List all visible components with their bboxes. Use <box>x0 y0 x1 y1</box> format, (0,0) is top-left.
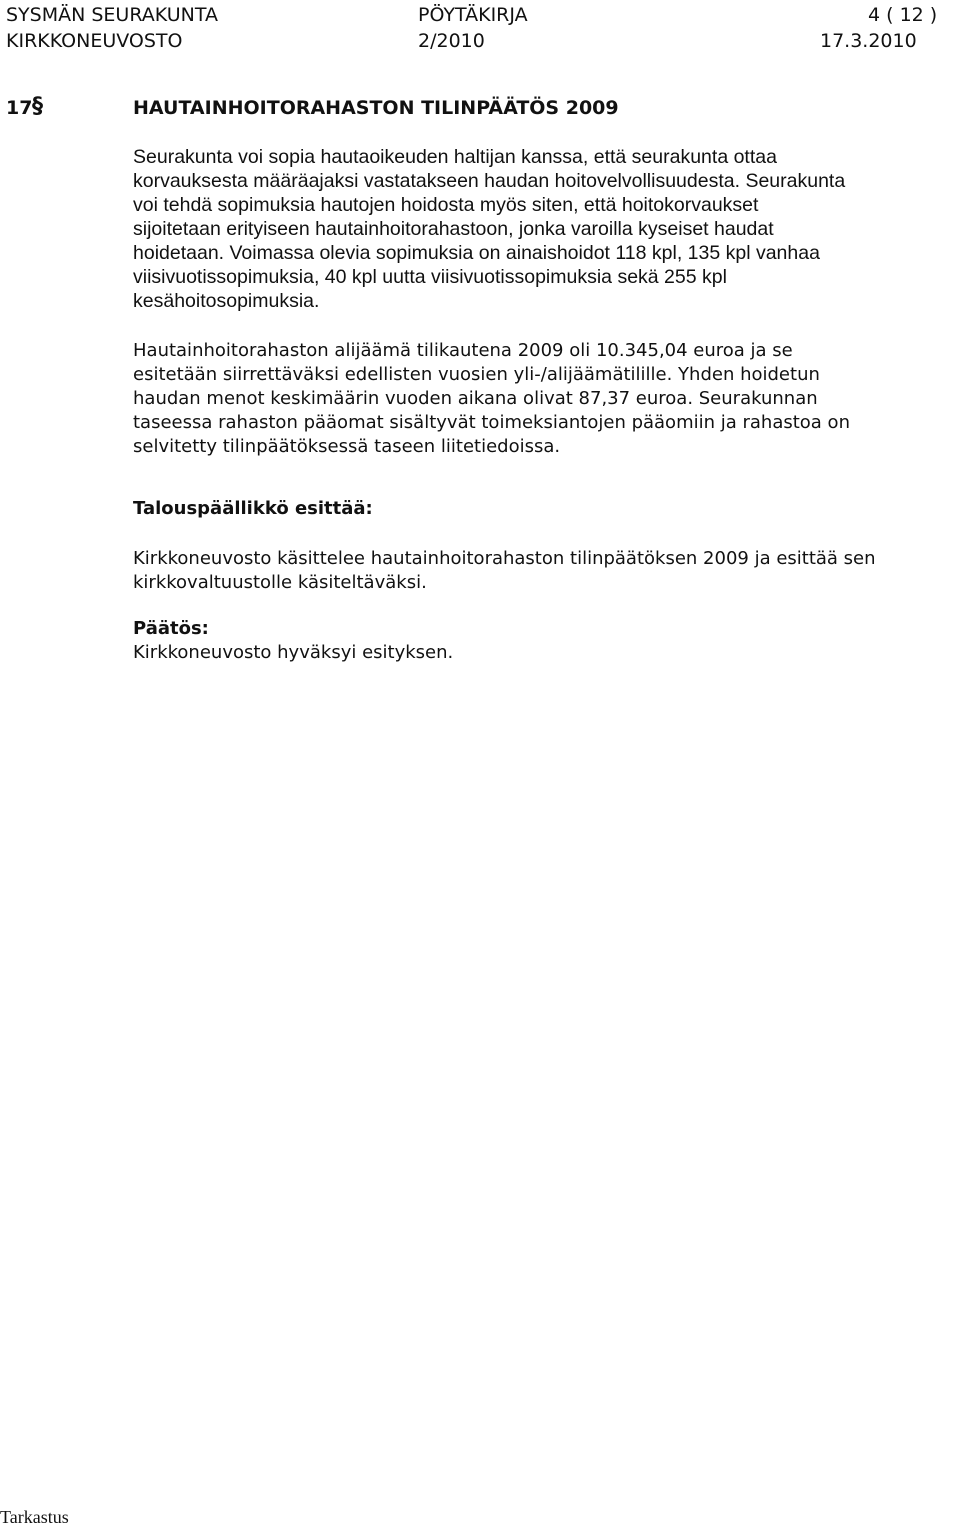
proposal-line: kirkkovaltuustolle käsiteltäväksi. <box>133 572 427 593</box>
header-body: KIRKKONEUVOSTO <box>6 30 183 52</box>
proposal-heading: Talouspäällikkö esittää: <box>133 498 373 519</box>
header-document-type: PÖYTÄKIRJA <box>418 4 528 26</box>
section-mark: § <box>32 94 43 119</box>
deficit-line: esitetään siirrettäväksi edellisten vuosien yli-/alijäämätilille. Yhden hoidetun <box>133 364 820 385</box>
proposal-paragraph <box>133 547 953 595</box>
header-page-number: 4 ( 12 ) <box>868 4 938 26</box>
intro-line: viisivuotissopimuksia, 40 kpl uutta viisivuotissopimuksia sekä 255 kpl <box>133 266 727 288</box>
decision-heading: Päätös: <box>133 618 209 639</box>
section-number: 17 <box>6 97 33 119</box>
decision-text: Kirkkoneuvosto hyväksyi esityksen. <box>133 642 454 663</box>
header-organization: SYSMÄN SEURAKUNTA <box>6 4 218 26</box>
header-date: 17.3.2010 <box>820 30 917 52</box>
header-meeting-number: 2/2010 <box>418 30 485 52</box>
intro-line: kesähoitosopimuksia. <box>133 290 320 312</box>
footer-inspection-label: Tarkastus <box>0 1507 69 1527</box>
intro-line: hoidetaan. Voimassa olevia sopimuksia on ainaishoidot 118 kpl, 135 kpl vanhaa <box>133 242 820 264</box>
deficit-line: Hautainhoitorahaston alijäämä tilikautena 2009 oli 10.345,04 euroa ja se <box>133 340 793 361</box>
intro-line: korvauksesta määräajaksi vastatakseen haudan hoitovelvollisuudesta. Seurakunta <box>133 170 846 192</box>
deficit-line: haudan menot keskimäärin vuoden aikana olivat 87,37 euroa. Seurakunnan <box>133 388 818 409</box>
intro-line: sijoitetaan erityiseen hautainhoitorahastoon, jonka varoilla kyseiset haudat <box>133 218 774 240</box>
intro-paragraph <box>133 145 953 313</box>
deficit-line: taseessa rahaston pääomat sisältyvät toimeksiantojen pääomiin ja rahastoa on <box>133 412 850 433</box>
deficit-paragraph <box>133 339 953 459</box>
document-body <box>133 145 953 665</box>
proposal-line: Kirkkoneuvosto käsittelee hautainhoitorahaston tilinpäätöksen 2009 ja esittää sen <box>133 548 876 569</box>
intro-line: Seurakunta voi sopia hautaoikeuden haltijan kanssa, että seurakunta ottaa <box>133 146 777 168</box>
deficit-line: selvitetty tilinpäätöksessä taseen liitetiedoissa. <box>133 436 561 457</box>
section-title: HAUTAINHOITORAHASTON TILINPÄÄTÖS 2009 <box>133 97 619 119</box>
intro-line: voi tehdä sopimuksia hautojen hoidosta myös siten, että hoitokorvaukset <box>133 194 759 216</box>
